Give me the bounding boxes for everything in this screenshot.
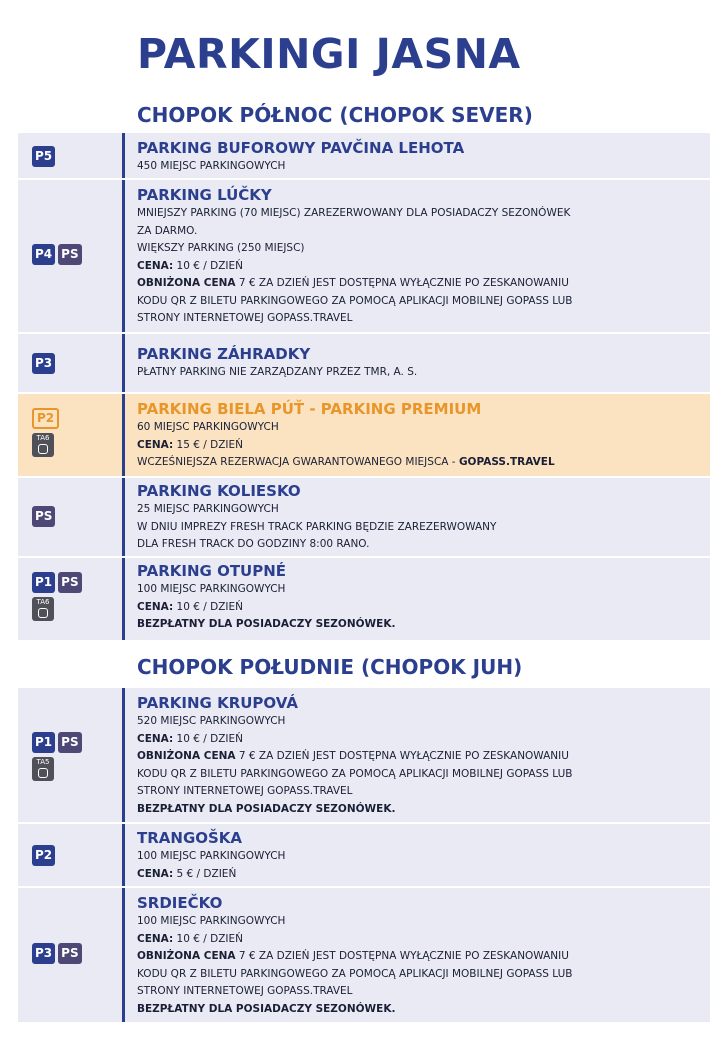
parking-info-line: WIĘKSZY PARKING (250 MIEJSC) <box>137 242 305 254</box>
parking-info-line: W DNIU IMPREZY FRESH TRACK PARKING BĘDZIE ZAREZERWOWANY <box>137 520 497 533</box>
section-title-north: CHOPOK PÓŁNOC (CHOPOK SEVER) <box>137 103 533 127</box>
row-icons <box>32 506 55 527</box>
price-value: 10 € / DZIEŃ <box>173 259 243 272</box>
parking-row-pavcina-lehota <box>18 133 710 178</box>
parking-row-trangoska <box>18 824 710 886</box>
parking-price <box>137 258 704 276</box>
parking-info-line: KODU QR Z BILETU PARKINGOWEGO ZA POMOCĄ APLIKACJI MOBILNEJ GOPASS LUB <box>137 767 573 780</box>
parking-badge-p2-premium: P2 <box>32 408 59 429</box>
price-value: 5 € / DZIEŃ <box>173 867 237 880</box>
parking-row-koliesko <box>18 478 710 556</box>
parking-badge-ps: PS <box>58 572 81 593</box>
parking-row-zahradky <box>18 334 710 392</box>
parking-info-line: BEZPŁATNY DLA POSIADACZY SEZONÓWEK. <box>137 618 396 630</box>
lift-icon: TA6 <box>32 597 54 621</box>
parking-name: PARKING KRUPOVÁ <box>137 694 298 712</box>
row-icons <box>32 943 82 964</box>
parking-info-line: MNIEJSZY PARKING (70 MIEJSC) ZAREZERWOWANY DLA POSIADACZY SEZONÓWEK <box>137 207 571 219</box>
discount-label: OBNIŻONA CENA <box>137 950 236 962</box>
parking-badge-ps: PS <box>32 506 55 527</box>
discount-text: 7 € ZA DZIEŃ JEST DOSTĘPNA WYŁĄCZNIE PO ZESKANOWANIU <box>235 750 569 762</box>
row-divider <box>122 180 125 332</box>
parking-row-otupne <box>18 558 710 640</box>
parking-badge-p1: P1 <box>32 572 55 593</box>
gopass-link[interactable]: GOPASS.TRAVEL <box>458 456 555 468</box>
parking-info-line: ZA DARMO. <box>137 224 198 237</box>
parking-badge-ps: PS <box>58 732 81 753</box>
parking-name: PARKING BIELA PÚŤ - PARKING PREMIUM <box>137 400 482 418</box>
parking-capacity: 25 MIEJSC PARKINGOWYCH <box>137 503 279 515</box>
price-value: 15 € / DZIEŃ <box>173 438 243 451</box>
parking-name: TRANGOŠKA <box>137 829 243 847</box>
row-icons <box>32 408 59 457</box>
parking-name: PARKING KOLIESKO <box>137 482 301 500</box>
parking-row-krupova <box>18 688 710 822</box>
parking-discount <box>137 748 704 766</box>
row-text <box>137 829 704 883</box>
parking-capacity: 60 MIEJSC PARKINGOWYCH <box>137 421 279 433</box>
parking-badge-p3: P3 <box>32 943 55 964</box>
parking-info-line <box>137 454 704 472</box>
parking-discount <box>137 275 704 293</box>
row-text <box>137 186 704 328</box>
parking-name: PARKING LÚČKY <box>137 186 272 204</box>
parking-badge-p5: P5 <box>32 146 55 167</box>
row-icons <box>32 244 82 265</box>
row-text <box>137 894 704 1018</box>
row-icons <box>32 353 55 374</box>
row-divider <box>122 824 125 886</box>
parking-badge-ps: PS <box>58 943 81 964</box>
lift-icon: TA5 <box>32 757 54 781</box>
row-divider <box>122 478 125 556</box>
row-divider <box>122 394 125 476</box>
parking-info-line: KODU QR Z BILETU PARKINGOWEGO ZA POMOCĄ APLIKACJI MOBILNEJ GOPASS LUB <box>137 294 573 307</box>
parking-info-line: PŁATNY PARKING NIE ZARZĄDZANY PRZEZ TMR, A. S. <box>137 366 418 378</box>
discount-text: 7 € ZA DZIEŃ JEST DOSTĘPNA WYŁĄCZNIE PO ZESKANOWANIU <box>235 277 569 289</box>
row-text <box>137 400 704 472</box>
parking-row-srdiecko <box>18 888 710 1022</box>
parking-name: SRDIEČKO <box>137 894 223 912</box>
parking-capacity: 450 MIEJSC PARKINGOWYCH <box>137 160 286 172</box>
parking-badge-p2: P2 <box>32 845 55 866</box>
reservation-text: WCZEŚNIEJSZA REZERWACJA GWARANTOWANEGO MIEJSCA - <box>137 456 459 468</box>
price-label: CENA: <box>137 259 174 272</box>
price-label: CENA: <box>137 932 174 945</box>
parking-price <box>137 437 704 455</box>
parking-discount <box>137 948 704 966</box>
price-label: CENA: <box>137 732 174 745</box>
parking-price <box>137 931 704 949</box>
parking-row-biela-put <box>18 394 710 476</box>
parking-capacity: 520 MIEJSC PARKINGOWYCH <box>137 715 286 727</box>
parking-capacity: 100 MIEJSC PARKINGOWYCH <box>137 583 286 595</box>
parking-info-line: BEZPŁATNY DLA POSIADACZY SEZONÓWEK. <box>137 1002 396 1015</box>
parking-info-line: STRONY INTERNETOWEJ GOPASS.TRAVEL <box>137 985 353 997</box>
parking-name: PARKING OTUPNÉ <box>137 562 287 580</box>
discount-label: OBNIŻONA CENA <box>137 750 236 762</box>
parking-name: PARKING ZÁHRADKY <box>137 345 311 363</box>
price-label: CENA: <box>137 438 174 451</box>
parking-badge-p1: P1 <box>32 732 55 753</box>
parking-info-line: KODU QR Z BILETU PARKINGOWEGO ZA POMOCĄ APLIKACJI MOBILNEJ GOPASS LUB <box>137 967 573 980</box>
price-label: CENA: <box>137 867 174 880</box>
price-value: 10 € / DZIEŃ <box>173 732 243 745</box>
parking-price <box>137 866 704 884</box>
parking-info-line: DLA FRESH TRACK DO GODZINY 8:00 RANO. <box>137 538 370 550</box>
page-title: PARKINGI JASNA <box>137 30 521 78</box>
price-label: CENA: <box>137 600 174 613</box>
price-value: 10 € / DZIEŃ <box>173 932 243 945</box>
row-divider <box>122 334 125 392</box>
row-icons <box>32 146 55 167</box>
parking-badge-ps: PS <box>58 244 81 265</box>
parking-info-line: STRONY INTERNETOWEJ GOPASS.TRAVEL <box>137 312 353 324</box>
section-title-south: CHOPOK POŁUDNIE (CHOPOK JUH) <box>137 655 523 679</box>
lift-icon: TA6 <box>32 433 54 457</box>
row-text <box>137 694 704 818</box>
row-divider <box>122 133 125 178</box>
row-icons <box>32 572 82 621</box>
discount-text: 7 € ZA DZIEŃ JEST DOSTĘPNA WYŁĄCZNIE PO ZESKANOWANIU <box>235 950 569 962</box>
parking-info-line: BEZPŁATNY DLA POSIADACZY SEZONÓWEK. <box>137 802 396 815</box>
row-text <box>137 562 704 634</box>
row-icons <box>32 732 82 781</box>
row-text <box>137 139 704 176</box>
discount-label: OBNIŻONA CENA <box>137 277 236 289</box>
row-divider <box>122 688 125 822</box>
parking-price <box>137 731 704 749</box>
row-divider <box>122 558 125 640</box>
parking-name: PARKING BUFOROWY PAVČINA LEHOTA <box>137 139 465 157</box>
parking-info-line: STRONY INTERNETOWEJ GOPASS.TRAVEL <box>137 785 353 797</box>
row-icons <box>32 845 55 866</box>
price-value: 10 € / DZIEŃ <box>173 600 243 613</box>
parking-badge-p4: P4 <box>32 244 55 265</box>
row-text <box>137 345 704 382</box>
row-divider <box>122 888 125 1022</box>
row-text <box>137 482 704 554</box>
parking-row-lucky <box>18 180 710 332</box>
parking-capacity: 100 MIEJSC PARKINGOWYCH <box>137 850 286 862</box>
parking-capacity: 100 MIEJSC PARKINGOWYCH <box>137 915 286 927</box>
parking-badge-p3: P3 <box>32 353 55 374</box>
parking-price <box>137 599 704 617</box>
